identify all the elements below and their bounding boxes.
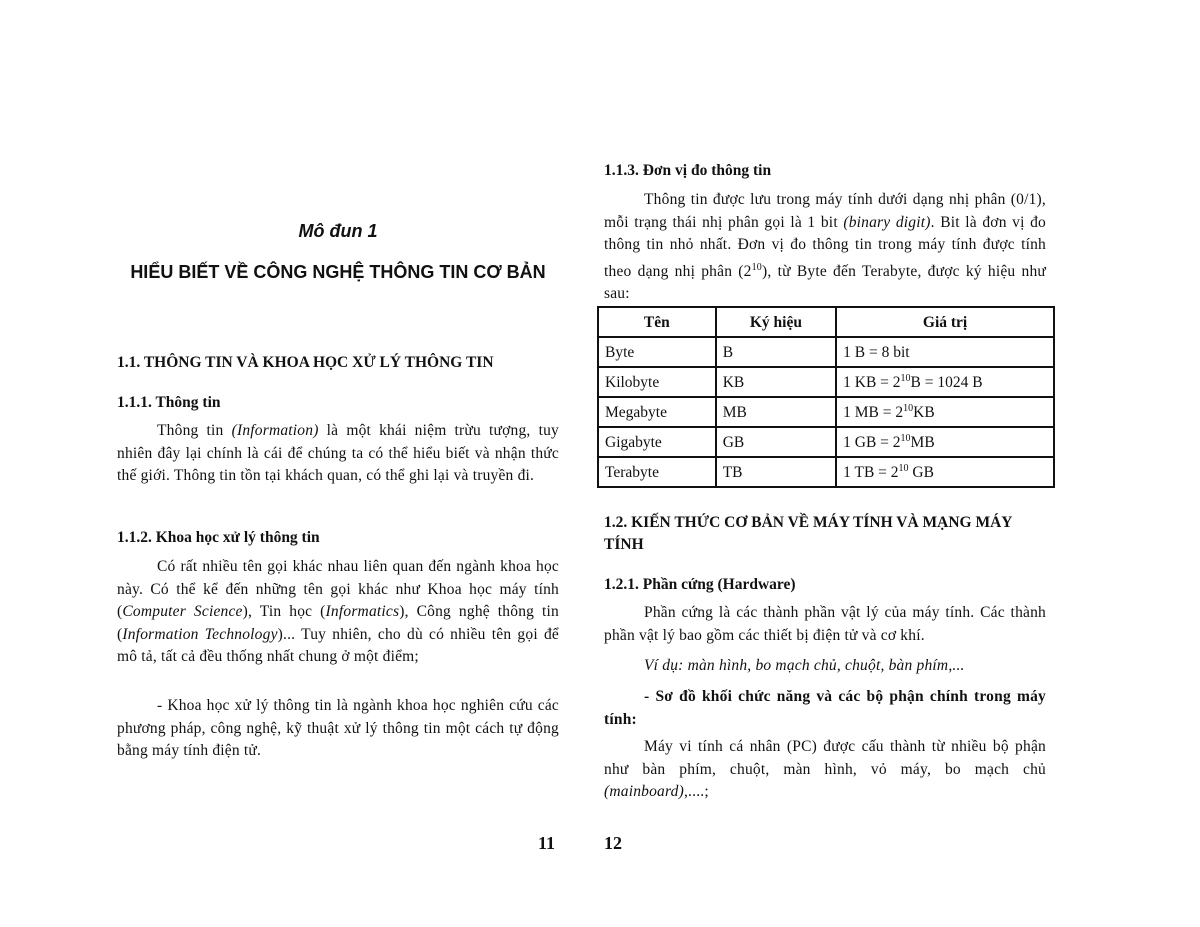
- cell-symbol: B: [716, 337, 836, 367]
- paragraph-hardware: Phần cứng là các thành phần vật lý của máy tính. Các thành phần vật lý bao gồm các thiết bị điện tử và cơ khí.: [604, 604, 1046, 644]
- section-heading-1-1-1: 1.1.1. Thông tin: [117, 394, 221, 411]
- text: 1 KB = 2: [843, 374, 901, 392]
- header-name: Tên: [598, 307, 716, 337]
- paragraph-block-diagram: - Sơ đồ khối chức năng và các bộ phận chính trong máy tính:: [604, 688, 1046, 728]
- cell-name: Kilobyte: [598, 367, 716, 397]
- cell-symbol: GB: [716, 427, 836, 457]
- paragraph-example: Ví dụ: màn hình, bo mạch chủ, chuột, bàn phím,...: [644, 657, 965, 674]
- table-row: [598, 337, 1054, 367]
- page-number-right: 12: [604, 833, 622, 853]
- text: ), từ Byte đến Terabyte, được ký hiệu như sau:: [604, 262, 1046, 303]
- text: là một khái niệm trừu tượng, tuy nhiên đây lại chính là cái để chúng ta có thể hiểu biết và nhận thức thế giới. Thông tin tồn tại khách quan, có thể ghi lại và truyền đi.: [117, 422, 559, 484]
- text: 1 TB = 2: [843, 464, 899, 482]
- table-row: [598, 427, 1054, 457]
- text: ,....;: [683, 783, 709, 800]
- header-value: Giá trị: [836, 307, 1054, 337]
- header-symbol: Ký hiệu: [716, 307, 836, 337]
- module-label: Mô đun 1: [298, 221, 378, 241]
- table-row: [598, 367, 1054, 397]
- superscript: 10: [900, 433, 911, 445]
- cell-name: Megabyte: [598, 397, 716, 427]
- text: ), Tin học (: [242, 603, 326, 620]
- superscript: 10: [903, 403, 914, 415]
- text: KB: [913, 404, 935, 422]
- text-italic: Computer Science: [122, 603, 243, 620]
- superscript: 10: [751, 261, 763, 273]
- paragraph-information: [117, 420, 559, 488]
- text: Thông tin được lưu trong máy tính dưới dạng nhị phân (0/1), mỗi trạng thái nhị phân gọi là 1 bit: [604, 191, 1046, 231]
- section-heading-1-2-1: 1.2.1. Phần cứng (Hardware): [604, 576, 796, 593]
- text: Thông tin: [157, 422, 232, 439]
- text: 1 MB = 2: [843, 404, 904, 422]
- cell-symbol: KB: [716, 367, 836, 397]
- text-italic: (binary digit): [843, 213, 931, 231]
- text-italic: Informatics: [325, 603, 400, 620]
- table-header-row: [598, 307, 1054, 337]
- section-heading-1-2: 1.2. KIẾN THỨC CƠ BẢN VỀ MÁY TÍNH VÀ MẠNG MÁY TÍNH: [604, 514, 1012, 553]
- text: . Bit là đơn vị đo thông tin nhỏ nhất. Đơn vị đo thông tin trong máy tính được tính theo dạng nhị phân (2: [604, 213, 1046, 280]
- table-row: [598, 397, 1054, 427]
- text: MB: [910, 434, 935, 452]
- cell-symbol: TB: [716, 457, 836, 487]
- text: Có rất nhiều tên gọi khác nhau liên quan đến ngành khoa học này. Có thể kể đến những tên gọi khác như Khoa học máy tính (: [117, 558, 559, 620]
- cell-value: [836, 457, 1054, 487]
- section-heading-1-1: 1.1. THÔNG TIN VÀ KHOA HỌC XỬ LÝ THÔNG TIN: [117, 354, 494, 371]
- cell-value: [836, 367, 1054, 397]
- paragraph-definition: - Khoa học xử lý thông tin là ngành khoa học nghiên cứu các phương pháp, công nghệ, kỹ thuật xử lý thông tin một cách tự động bằng máy tính điện tử.: [117, 697, 559, 759]
- text: )... Tuy nhiên, cho dù có nhiều tên gọi để mô tả, tất cả đều thống nhất chung ở một điểm;: [117, 625, 559, 665]
- text: Máy vi tính cá nhân (PC) được cấu thành từ nhiều bộ phận như bàn phím, chuột, màn hình, vỏ máy, bo mạch chủ: [604, 738, 1046, 778]
- cell-symbol: MB: [716, 397, 836, 427]
- paragraph-pc-components: [604, 736, 1046, 804]
- cell-value: [836, 397, 1054, 427]
- text: GB: [908, 464, 934, 482]
- table-row: [598, 457, 1054, 487]
- cell-name: Gigabyte: [598, 427, 716, 457]
- superscript: 10: [898, 463, 909, 475]
- superscript: 10: [900, 373, 911, 385]
- module-title: HIỂU BIẾT VỀ CÔNG NGHỆ THÔNG TIN CƠ BẢN: [130, 262, 546, 282]
- cell-value: [836, 337, 1054, 367]
- section-heading-1-1-2: 1.1.2. Khoa học xử lý thông tin: [117, 529, 320, 546]
- text: 1 B = 8 bit: [843, 344, 910, 361]
- section-heading-1-1-3: 1.1.3. Đơn vị đo thông tin: [604, 162, 772, 179]
- text: 1 GB = 2: [843, 434, 901, 452]
- text: B = 1024 B: [910, 374, 983, 392]
- cell-name: Byte: [598, 337, 716, 367]
- paragraph-units: [604, 189, 1046, 306]
- text-italic: (Information): [231, 422, 319, 439]
- text-italic: Information Technology: [122, 625, 278, 643]
- page-number-left: 11: [538, 833, 556, 853]
- units-table: [597, 306, 1055, 488]
- paragraph-information-science: [117, 556, 559, 669]
- text-italic: (mainboard): [604, 783, 684, 800]
- text: ), Công nghệ thông tin (: [117, 603, 559, 643]
- cell-value: [836, 427, 1054, 457]
- cell-name: Terabyte: [598, 457, 716, 487]
